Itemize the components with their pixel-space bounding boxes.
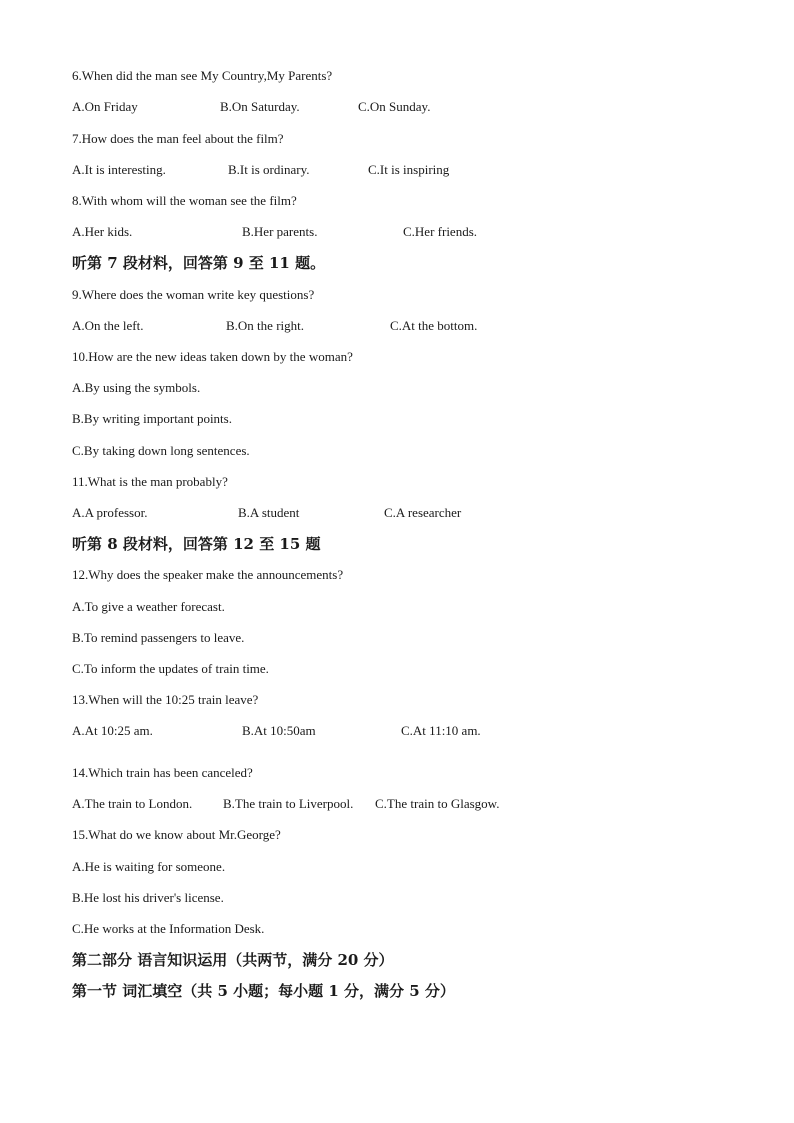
option-c: C.At the bottom. xyxy=(390,318,478,333)
option-c: C.At 11:10 am. xyxy=(401,723,481,738)
option-b: B.It is ordinary. xyxy=(228,162,310,177)
option-b: B.Her parents. xyxy=(242,224,318,239)
option-b: B.At 10:50am xyxy=(242,723,316,738)
question-11: 11.What is the man probably? xyxy=(72,474,228,489)
question-8: 8.With whom will the woman see the film? xyxy=(72,193,297,208)
option-c: C.Her friends. xyxy=(403,224,478,239)
option-b: B.By writing important points. xyxy=(72,411,232,426)
option-c: C.A researcher xyxy=(384,505,462,520)
section-heading-8: 听第 8 段材料，回答第 12 至 15 题 xyxy=(72,535,321,553)
option-c: C.To inform the updates of train time. xyxy=(72,661,269,676)
option-c: C.He works at the Information Desk. xyxy=(72,921,265,936)
option-a: A.On the left. xyxy=(72,318,144,333)
option-a: A.Her kids. xyxy=(72,224,133,239)
option-a: A.At 10:25 am. xyxy=(72,723,153,738)
section-heading-vocab: 第一节 词汇填空（共 5 小题；每小题 1 分，满分 5 分） xyxy=(72,982,455,1000)
question-9: 9.Where does the woman write key questions? xyxy=(72,287,315,302)
option-a: A.It is interesting. xyxy=(72,162,166,177)
option-b: B.He lost his driver's license. xyxy=(72,890,224,905)
question-10: 10.How are the new ideas taken down by the woman? xyxy=(72,349,353,364)
question-14: 14.Which train has been canceled? xyxy=(72,765,253,780)
question-12: 12.Why does the speaker make the announcements? xyxy=(72,567,344,582)
question-6: 6.When did the man see My Country,My Parents? xyxy=(72,68,333,83)
part-heading: 第二部分 语言知识运用（共两节，满分 20 分） xyxy=(72,951,394,969)
option-c: C.On Sunday. xyxy=(358,99,431,114)
option-a: A.He is waiting for someone. xyxy=(72,859,226,874)
option-a: A.A professor. xyxy=(72,505,148,520)
option-c: C.By taking down long sentences. xyxy=(72,443,250,458)
option-a: A.By using the symbols. xyxy=(72,380,201,395)
option-c: C.It is inspiring xyxy=(368,162,450,177)
option-a: A.On Friday xyxy=(72,99,138,114)
option-b: B.The train to Liverpool. xyxy=(223,796,354,811)
option-c: C.The train to Glasgow. xyxy=(375,796,500,811)
option-a: A.The train to London. xyxy=(72,796,193,811)
option-b: B.On the right. xyxy=(226,318,304,333)
option-b: B.On Saturday. xyxy=(220,99,300,114)
question-7: 7.How does the man feel about the film? xyxy=(72,131,284,146)
section-heading-7: 听第 7 段材料，回答第 9 至 11 题。 xyxy=(72,254,326,272)
option-a: A.To give a weather forecast. xyxy=(72,599,225,614)
option-b: B.A student xyxy=(238,505,300,520)
question-15: 15.What do we know about Mr.George? xyxy=(72,827,281,842)
option-b: B.To remind passengers to leave. xyxy=(72,630,245,645)
question-13: 13.When will the 10:25 train leave? xyxy=(72,692,259,707)
